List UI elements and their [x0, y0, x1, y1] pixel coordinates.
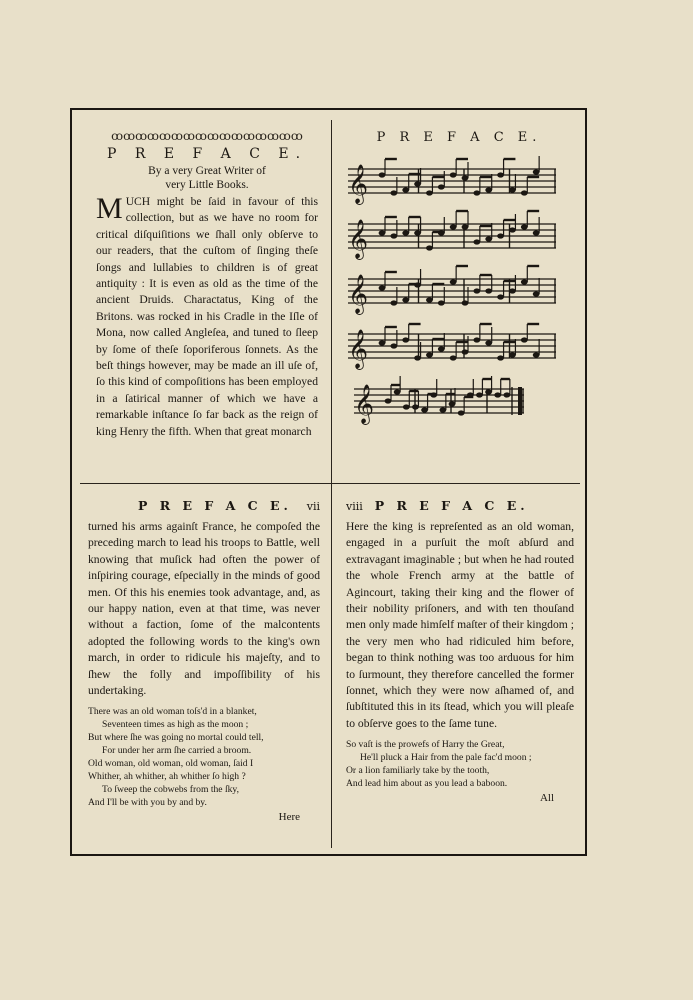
- note-head: [421, 407, 428, 412]
- note-head: [450, 279, 457, 284]
- page-vii: [88, 498, 320, 843]
- note-head: [473, 239, 480, 244]
- catchword: Here: [278, 811, 300, 824]
- treble-clef: 𝄞: [348, 274, 369, 314]
- verse-line: So vaſt is the prowefs of Harry the Great,: [346, 739, 505, 751]
- page-title: P R E F A C E.: [376, 130, 542, 145]
- note-head: [473, 337, 480, 342]
- note-head: [414, 181, 421, 186]
- note-head: [439, 407, 446, 412]
- note-head: [449, 401, 456, 406]
- note-head: [394, 389, 401, 394]
- note-head: [473, 288, 480, 293]
- note-head: [379, 285, 386, 290]
- note-head: [426, 352, 433, 357]
- page-number: viii: [346, 500, 363, 513]
- verse-line: And lead him about as you lead a baboon.: [346, 778, 508, 790]
- page-title: P R E F A C E.: [106, 146, 308, 162]
- note-head: [414, 230, 421, 235]
- note-head: [462, 224, 469, 229]
- running-head: [346, 498, 574, 513]
- note-head: [521, 190, 528, 195]
- byline-line-2: very Little Books.: [165, 179, 249, 191]
- note-head: [521, 279, 528, 284]
- treble-clef: 𝄞: [348, 329, 369, 369]
- note-head: [462, 349, 469, 354]
- treble-clef: 𝄞: [348, 164, 369, 204]
- note-head: [414, 355, 421, 360]
- note-head: [390, 190, 397, 195]
- note-head: [533, 352, 540, 357]
- verse-line: Old woman, old woman, old woman, ſaid I: [88, 758, 254, 770]
- note-head: [450, 172, 457, 177]
- verse-line: There was an old woman toſs'd in a blanket,: [88, 706, 257, 718]
- verse-line: To ſweep the cobwebs from the ſky,: [102, 784, 239, 796]
- note-head: [438, 184, 445, 189]
- page-title: P R E F A C E.: [138, 498, 292, 513]
- final-barline: [518, 387, 522, 415]
- note-head: [402, 187, 409, 192]
- preface-body-text: UCH might be ſaid in favour of this collection, but as we have no room for critical diſquiſitions we ſhall only obſerve to our readers, that the cuſtom of ſinging theſe ſongs and lullabies to children is of great antiquity : It is even as old as the time of the ancient Druids. Charactatus, King of the Britons. was rocked in his Cradle in the Iſle of Mona, now called Angleſea, and tuned to ſleep by ſome of theſe ſoporiferous ſonnets. As the beſt things however, may be made an ill uſe of, ſo this kind of compoſitions has been employed in a ſatirical manner of which we have a remarkable inſtance ſo far back as the reign of king Henry the fifth. When that great monarch: [96, 195, 318, 438]
- note-head: [402, 297, 409, 302]
- page-title: P R E F A C E.: [374, 498, 529, 513]
- verse-line: Or a lion familiarly take by the tooth,: [346, 765, 490, 777]
- vertical-divider: [331, 120, 332, 848]
- note-head: [497, 233, 504, 238]
- music-staves: [344, 149, 560, 449]
- note-head: [385, 398, 392, 403]
- note-head: [379, 230, 386, 235]
- catchword: All: [539, 792, 554, 805]
- note-head: [462, 300, 469, 305]
- byline-line-1: By a very Great Writer of: [148, 165, 266, 177]
- note-head: [497, 294, 504, 299]
- note-head: [467, 392, 474, 397]
- verse-block: [346, 738, 574, 790]
- note-head: [458, 410, 465, 415]
- note-head: [412, 404, 419, 409]
- note-head: [438, 346, 445, 351]
- note-head: [438, 300, 445, 305]
- note-head: [509, 227, 516, 232]
- horizontal-divider: [80, 483, 580, 484]
- note-head: [403, 404, 410, 409]
- verse-line: He'll pluck a Hair from the pale fac'd moon ;: [360, 752, 532, 764]
- treble-clef: 𝄞: [354, 384, 375, 424]
- preface-body: turned his arms againſt France, he compoſed the preceding march to lead his troops to Battle, well knowing that muſick had often the power of inſpiring courage, eſpecially in the minds of good men. Of this his enemies took advantage, and, as our happy nation, even at that time, was never without a faction, ſome of the malcontents adopted the following words to the king's own march, in order to ridicule his majeſty, and to ſhew the folly and impoſſibility of his undertaking.: [88, 520, 320, 698]
- note-head: [430, 392, 437, 397]
- note-head: [494, 392, 501, 397]
- note-head: [497, 172, 504, 177]
- note-head: [473, 190, 480, 195]
- note-head: [509, 352, 516, 357]
- note-head: [450, 224, 457, 229]
- verse-line: But where ſhe was going no mortal could tell,: [88, 732, 264, 744]
- note-head: [533, 291, 540, 296]
- ornament-band: ꝏꝏꝏꝏꝏꝏꝏꝏꝏꝏꝏꝏꝏꝏꝏꝏ: [111, 130, 303, 142]
- note-head: [426, 190, 433, 195]
- note-head: [485, 389, 492, 394]
- verse-line: Whither, ah whither, ah whither ſo high ?: [88, 771, 246, 783]
- verse-line: And I'll be with you by and by.: [88, 797, 207, 809]
- note-head: [485, 340, 492, 345]
- running-head: [88, 498, 320, 513]
- page-sheet-music: [344, 130, 574, 475]
- note-head: [521, 224, 528, 229]
- page-number: vii: [306, 500, 320, 513]
- page-viii: [346, 498, 574, 843]
- note-head: [521, 337, 528, 342]
- note-head: [485, 236, 492, 241]
- note-head: [485, 288, 492, 293]
- preface-body: Here the king is repreſented as an old woman, engaged in a purſuit the moſt abſurd and extravagant imaginable ; but when he had routed the whole French army at the battle of Agincourt, taking their king and the flower of their nobility priſoners, and with ten thouſand men only made himſelf maſter of their kingdom ; the very men who had ridiculed him before, began to think nothing was too arduous for him to ſurmount, they therefore cancelled the former ſonnet, which they were now aſhamed of, and ſubſtituted this in its ſtead, which you will pleaſe to obſerve goes to the ſame tune.: [346, 520, 574, 730]
- note-head: [533, 169, 540, 174]
- note-head: [509, 187, 516, 192]
- music-score: [344, 149, 574, 449]
- note-head: [476, 392, 483, 397]
- verse-block: [88, 705, 320, 809]
- verse-line: Seventeen times as high as the moon ;: [102, 719, 249, 731]
- note-head: [402, 230, 409, 235]
- note-head: [390, 343, 397, 348]
- note-head: [379, 340, 386, 345]
- note-head: [390, 233, 397, 238]
- note-head: [509, 288, 516, 293]
- verse-line: For under her arm ſhe carried a broom.: [102, 745, 252, 757]
- note-head: [426, 245, 433, 250]
- note-head: [485, 187, 492, 192]
- note-head: [426, 297, 433, 302]
- note-head: [390, 300, 397, 305]
- note-head: [503, 392, 510, 397]
- note-head: [438, 230, 445, 235]
- note-head: [414, 282, 421, 287]
- note-head: [462, 175, 469, 180]
- note-head: [379, 172, 386, 177]
- note-head: [402, 337, 409, 342]
- note-head: [450, 355, 457, 360]
- treble-clef: 𝄞: [348, 219, 369, 259]
- note-head: [497, 355, 504, 360]
- drop-cap: M: [96, 192, 123, 225]
- preface-body: [96, 194, 318, 440]
- note-head: [533, 230, 540, 235]
- page-preface-start: [96, 130, 318, 475]
